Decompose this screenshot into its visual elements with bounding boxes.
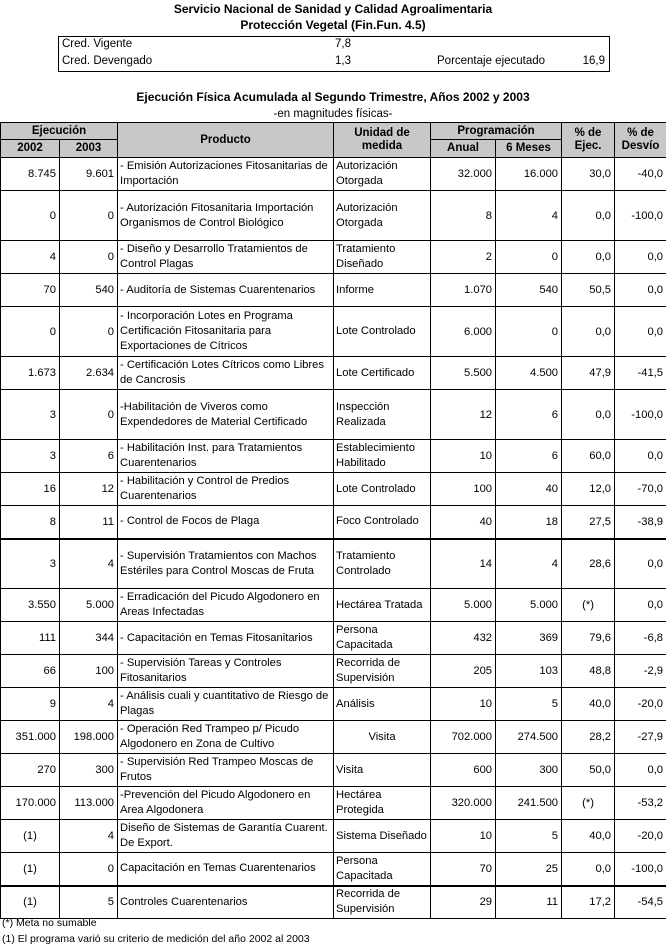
header-unidad: Unidad de medida (334, 123, 431, 158)
table-row (1, 886, 666, 919)
table-row (1, 853, 666, 886)
table-row (1, 820, 666, 853)
page-subtitle: Protección Vegetal (Fin.Fun. 4.5) (0, 18, 666, 32)
header-6-meses: 6 Meses (496, 140, 562, 158)
cell-unidad: Recorrida de Supervisión (334, 655, 431, 688)
cell-anual: 32.000 (431, 158, 496, 191)
cell-pct-desvio: -54,5 (615, 886, 666, 919)
cell-2003: 300 (60, 754, 118, 787)
cell-6-meses: 0 (496, 307, 562, 357)
cell-2003: 113.000 (60, 787, 118, 820)
header-ejecucion: Ejecución (1, 123, 118, 140)
cell-2003: 2.634 (60, 357, 118, 390)
cell-pct-ejec: 48,8 (562, 655, 615, 688)
cell-unidad: Hectárea Tratada (334, 589, 431, 622)
cell-anual: 6.000 (431, 307, 496, 357)
table-row (1, 274, 666, 307)
header-2003: 2003 (60, 140, 118, 158)
table-note: -en magnitudes físicas- (0, 108, 666, 120)
cell-producto: - Supervisión Tratamientos con Machos Estériles para Control Moscas de Fruta (118, 539, 334, 589)
table-row (1, 655, 666, 688)
cell-pct-ejec: 28,2 (562, 721, 615, 754)
cell-6-meses: 5.000 (496, 589, 562, 622)
cell-2002: 66 (1, 655, 60, 688)
cell-6-meses: 4.500 (496, 357, 562, 390)
cell-unidad: Autorización Otorgada (334, 158, 431, 191)
cell-anual: 29 (431, 886, 496, 919)
table-title: Ejecución Física Acumulada al Segundo Trimestre, Años 2002 y 2003 (0, 90, 666, 104)
cell-6-meses: 18 (496, 506, 562, 539)
cell-2003: 0 (60, 853, 118, 886)
table-row (1, 506, 666, 539)
cell-unidad: Lote Controlado (334, 307, 431, 357)
table-row (1, 390, 666, 440)
cell-6-meses: 103 (496, 655, 562, 688)
cell-pct-desvio: -38,9 (615, 506, 666, 539)
cell-2003: 4 (60, 688, 118, 721)
cell-producto: - Auditoría de Sistemas Cuarentenarios (118, 274, 334, 307)
cell-2003: 540 (60, 274, 118, 307)
cell-unidad: Recorrida de Supervisión (334, 886, 431, 919)
cell-anual: 320.000 (431, 787, 496, 820)
cell-producto: - Certificación Lotes Cítricos como Libres de Cancrosis (118, 357, 334, 390)
cell-pct-desvio: 0,0 (615, 307, 666, 357)
cell-2002: 0 (1, 307, 60, 357)
cell-pct-desvio: -6,8 (615, 622, 666, 655)
cell-pct-ejec: 40,0 (562, 688, 615, 721)
cell-unidad: Tratamiento Diseñado (334, 241, 431, 274)
header-2002: 2002 (1, 140, 60, 158)
cell-pct-desvio: -41,5 (615, 357, 666, 390)
cred-vigente-value: 7,8 (335, 38, 351, 50)
cell-anual: 5.500 (431, 357, 496, 390)
table-row (1, 787, 666, 820)
cell-2002: 8 (1, 506, 60, 539)
cell-producto: Capacitación en Temas Cuarentenarios (118, 853, 334, 886)
cell-2002: 111 (1, 622, 60, 655)
cell-unidad: Establecimiento Habilitado (334, 440, 431, 473)
table-row (1, 539, 666, 589)
cell-pct-desvio: -70,0 (615, 473, 666, 506)
cell-producto: - Diseño y Desarrollo Tratamientos de Control Plagas (118, 241, 334, 274)
cell-2003: 9.601 (60, 158, 118, 191)
cell-producto: - Autorización Fitosanitaria Importación Organismos de Control Biológico (118, 191, 334, 241)
table-row (1, 241, 666, 274)
cell-6-meses: 5 (496, 688, 562, 721)
cell-2002: 8.745 (1, 158, 60, 191)
cell-unidad: Lote Controlado (334, 473, 431, 506)
cell-2002: 70 (1, 274, 60, 307)
cell-producto: -Prevención del Picudo Algodonero en Area Algodonera (118, 787, 334, 820)
cell-producto: - Supervisión Red Trampeo Moscas de Frutos (118, 754, 334, 787)
cell-2003: 6 (60, 440, 118, 473)
execution-table (0, 122, 666, 919)
cell-2003: 4 (60, 820, 118, 853)
header-pct-ejec: % de Ejec. (562, 123, 615, 158)
cell-pct-desvio: -27,9 (615, 721, 666, 754)
cred-devengado-label: Cred. Devengado (62, 55, 152, 67)
cell-2002: 0 (1, 191, 60, 241)
cell-2002: 170.000 (1, 787, 60, 820)
cell-producto: - Control de Focos de Plaga (118, 506, 334, 539)
table-row (1, 721, 666, 754)
cell-pct-ejec: 47,9 (562, 357, 615, 390)
cell-pct-desvio: 0,0 (615, 440, 666, 473)
cell-producto: - Capacitación en Temas Fitosanitarios (118, 622, 334, 655)
cell-anual: 600 (431, 754, 496, 787)
cell-unidad: Inspección Realizada (334, 390, 431, 440)
header-anual: Anual (431, 140, 496, 158)
cell-2002: 3 (1, 440, 60, 473)
cell-pct-desvio: -53,2 (615, 787, 666, 820)
header-programacion: Programación (431, 123, 562, 140)
cell-pct-ejec: 27,5 (562, 506, 615, 539)
table-row (1, 622, 666, 655)
cell-pct-ejec: 28,6 (562, 539, 615, 589)
cell-2003: 0 (60, 191, 118, 241)
cell-pct-ejec: 0,0 (562, 390, 615, 440)
cell-6-meses: 300 (496, 754, 562, 787)
cell-pct-ejec: 50,5 (562, 274, 615, 307)
cell-anual: 12 (431, 390, 496, 440)
cell-2002: 4 (1, 241, 60, 274)
cell-pct-desvio: -100,0 (615, 191, 666, 241)
cell-producto: - Erradicación del Picudo Algodonero en Areas Infectadas (118, 589, 334, 622)
table-row (1, 440, 666, 473)
cell-2003: 344 (60, 622, 118, 655)
cell-pct-desvio: 0,0 (615, 274, 666, 307)
cell-producto: - Habilitación y Control de Predios Cuarentenarios (118, 473, 334, 506)
cred-devengado-value: 1,3 (335, 55, 351, 67)
cell-6-meses: 540 (496, 274, 562, 307)
cell-6-meses: 25 (496, 853, 562, 886)
cell-unidad: Persona Capacitada (334, 622, 431, 655)
cell-6-meses: 6 (496, 440, 562, 473)
cell-unidad: Visita (334, 754, 431, 787)
cell-anual: 100 (431, 473, 496, 506)
cell-2003: 5.000 (60, 589, 118, 622)
cell-2003: 0 (60, 241, 118, 274)
cell-pct-ejec: 0,0 (562, 307, 615, 357)
cell-producto: - Supervisión Tareas y Controles Fitosanitarios (118, 655, 334, 688)
cell-pct-desvio: 0,0 (615, 539, 666, 589)
table-row (1, 191, 666, 241)
cell-pct-desvio: -100,0 (615, 853, 666, 886)
cell-producto: Controles Cuarentenarios (118, 886, 334, 919)
cell-2002: 3 (1, 390, 60, 440)
footnotes (2, 915, 310, 947)
cell-2002: 3.550 (1, 589, 60, 622)
cell-pct-desvio: -40,0 (615, 158, 666, 191)
cell-pct-ejec: 0,0 (562, 853, 615, 886)
cell-unidad: Lote Certificado (334, 357, 431, 390)
cell-anual: 5.000 (431, 589, 496, 622)
credits-box (58, 36, 610, 72)
table-row (1, 473, 666, 506)
cell-anual: 10 (431, 820, 496, 853)
cell-producto: - Operación Red Trampeo p/ Picudo Algodonero en Zona de Cultivo (118, 721, 334, 754)
cell-unidad: Foco Controlado (334, 506, 431, 539)
cell-6-meses: 4 (496, 539, 562, 589)
table-row (1, 307, 666, 357)
cell-2003: 100 (60, 655, 118, 688)
page-title: Servicio Nacional de Sanidad y Calidad Agroalimentaria (0, 2, 666, 16)
cell-anual: 2 (431, 241, 496, 274)
table-row (1, 754, 666, 787)
cell-2003: 0 (60, 390, 118, 440)
cell-6-meses: 6 (496, 390, 562, 440)
cell-pct-ejec: (*) (562, 589, 615, 622)
cell-pct-desvio: 0,0 (615, 754, 666, 787)
table-row (1, 158, 666, 191)
cell-6-meses: 5 (496, 820, 562, 853)
cell-2002: 270 (1, 754, 60, 787)
cell-pct-ejec: 50,0 (562, 754, 615, 787)
cell-pct-desvio: -20,0 (615, 688, 666, 721)
cell-2003: 4 (60, 539, 118, 589)
table-row (1, 688, 666, 721)
cell-producto: - Incorporación Lotes en Programa Certificación Fitosanitaria para Exportaciones de Cítricos (118, 307, 334, 357)
cell-pct-ejec: 30,0 (562, 158, 615, 191)
cell-6-meses: 4 (496, 191, 562, 241)
cell-pct-ejec: 0,0 (562, 191, 615, 241)
cell-producto: Diseño de Sistemas de Garantía Cuarent. De Export. (118, 820, 334, 853)
porcentaje-label: Porcentaje ejecutado (437, 55, 545, 67)
cell-pct-ejec: 79,6 (562, 622, 615, 655)
cell-2003: 5 (60, 886, 118, 919)
cell-pct-ejec: 0,0 (562, 241, 615, 274)
cell-producto: -Habilitación de Viveros como Expendedores de Material Certificado (118, 390, 334, 440)
cell-unidad: Tratamiento Controlado (334, 539, 431, 589)
cell-2002: 1.673 (1, 357, 60, 390)
cell-2002: (1) (1, 853, 60, 886)
cell-2002: 351.000 (1, 721, 60, 754)
cell-pct-desvio: 0,0 (615, 589, 666, 622)
cred-vigente-label: Cred. Vigente (62, 38, 132, 50)
cell-6-meses: 274.500 (496, 721, 562, 754)
cell-2002: (1) (1, 820, 60, 853)
porcentaje-value: 16,9 (583, 55, 605, 67)
cell-anual: 432 (431, 622, 496, 655)
cell-anual: 10 (431, 688, 496, 721)
header-pct-desvio: % de Desvío (615, 123, 666, 158)
cell-unidad: Sistema Diseñado (334, 820, 431, 853)
cell-2003: 12 (60, 473, 118, 506)
cell-6-meses: 241.500 (496, 787, 562, 820)
cell-anual: 8 (431, 191, 496, 241)
cell-producto: - Habilitación Inst. para Tratamientos Cuarentenarios (118, 440, 334, 473)
cell-2002: 3 (1, 539, 60, 589)
cell-unidad: Visita (334, 721, 431, 754)
cell-pct-ejec: 12,0 (562, 473, 615, 506)
header-producto: Producto (118, 123, 334, 158)
cell-2002: 9 (1, 688, 60, 721)
cell-unidad: Autorización Otorgada (334, 191, 431, 241)
cell-6-meses: 16.000 (496, 158, 562, 191)
cell-unidad: Persona Capacitada (334, 853, 431, 886)
table-row (1, 589, 666, 622)
footnote-meta: (*) Meta no sumable (2, 915, 310, 931)
cell-unidad: Informe (334, 274, 431, 307)
cell-anual: 14 (431, 539, 496, 589)
cell-2003: 198.000 (60, 721, 118, 754)
cell-2002: (1) (1, 886, 60, 919)
cell-2003: 0 (60, 307, 118, 357)
cell-anual: 40 (431, 506, 496, 539)
cell-pct-desvio: -2,9 (615, 655, 666, 688)
cell-pct-ejec: 60,0 (562, 440, 615, 473)
cell-anual: 702.000 (431, 721, 496, 754)
cell-pct-desvio: -20,0 (615, 820, 666, 853)
cell-6-meses: 11 (496, 886, 562, 919)
cell-producto: - Emisión Autorizaciones Fitosanitarias de Importación (118, 158, 334, 191)
cell-pct-ejec: (*) (562, 787, 615, 820)
cell-anual: 10 (431, 440, 496, 473)
cell-6-meses: 40 (496, 473, 562, 506)
cell-pct-ejec: 40,0 (562, 820, 615, 853)
cell-pct-desvio: -100,0 (615, 390, 666, 440)
cell-unidad: Análisis (334, 688, 431, 721)
cell-pct-desvio: 0,0 (615, 241, 666, 274)
cell-unidad: Hectárea Protegida (334, 787, 431, 820)
cell-anual: 70 (431, 853, 496, 886)
cell-pct-ejec: 17,2 (562, 886, 615, 919)
cell-anual: 1.070 (431, 274, 496, 307)
cell-6-meses: 0 (496, 241, 562, 274)
cell-anual: 205 (431, 655, 496, 688)
cell-6-meses: 369 (496, 622, 562, 655)
cell-producto: - Análisis cuali y cuantitativo de Riesgo de Plagas (118, 688, 334, 721)
footnote-criterio: (1) El programa varió su criterio de medición del año 2002 al 2003 (2, 931, 310, 947)
cell-2003: 11 (60, 506, 118, 539)
cell-2002: 16 (1, 473, 60, 506)
table-row (1, 357, 666, 390)
